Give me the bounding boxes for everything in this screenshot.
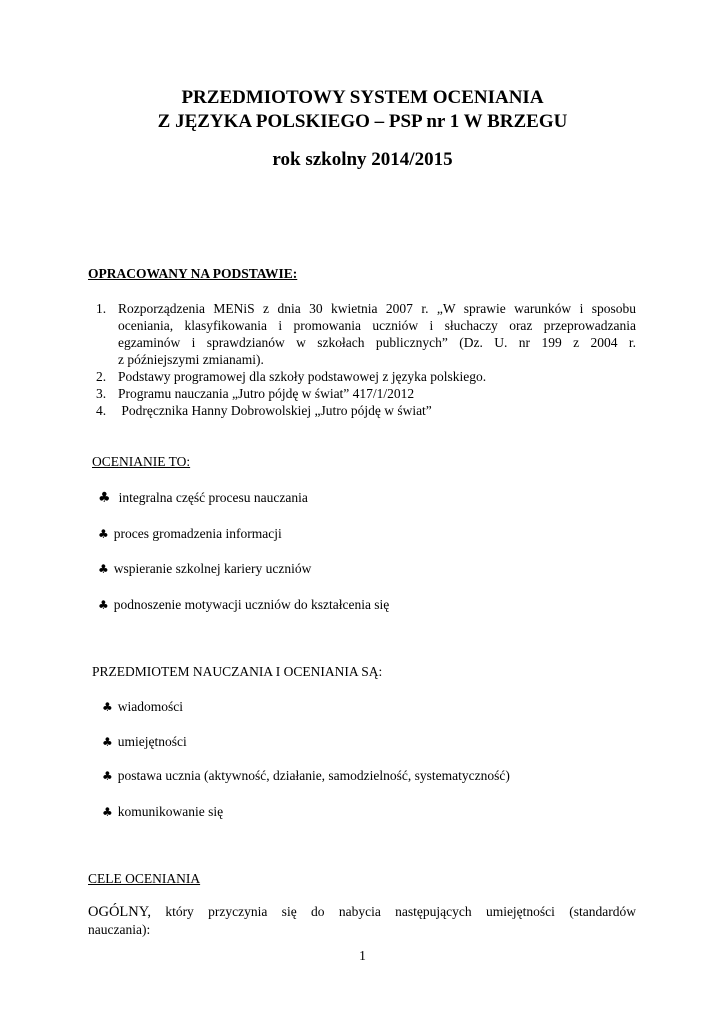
club-bullet-icon: ♣: [98, 527, 109, 541]
club-bullet-icon: ♣: [102, 805, 113, 819]
club-bullet-icon: ♣: [102, 735, 113, 749]
list-item: [96, 402, 636, 419]
assessment-bullet-item: [98, 490, 308, 506]
page-number: 1: [359, 948, 366, 963]
club-bullet-icon: ♣: [102, 700, 113, 714]
list-item-line: Programu nauczania „Jutro pójdę w świat” 417/1/2012: [118, 386, 415, 401]
bullet-text: wiadomości: [117, 699, 184, 714]
club-bullet-icon: ♣: [98, 598, 109, 612]
general-goal-text-line-2: nauczania):: [88, 922, 151, 937]
basis-heading: OPRACOWANY NA PODSTAWIE:: [88, 266, 298, 281]
list-item-line: Podstawy programowej dla szkoły podstawowej z języka polskiego.: [118, 369, 487, 384]
goals-heading: CELE OCENIANIA: [88, 871, 201, 886]
general-goal-paragraph: [88, 903, 636, 938]
document-title-line-2: Z JĘZYKA POLSKIEGO – PSP nr 1 W BRZEGU: [157, 111, 568, 132]
list-item-line: z późniejszymi zmianami).: [118, 352, 264, 367]
subject-bullet-item: [102, 699, 183, 715]
assessment-bullet-item: [98, 597, 389, 613]
basis-list: [96, 300, 636, 419]
general-goal-text: który przyczynia się do nabycia następujących umiejętności (standardów: [150, 904, 636, 919]
bullet-text: umiejętności: [117, 734, 187, 749]
bullet-text: podnoszenie motywacji uczniów do kształcenia się: [113, 597, 390, 612]
school-year: rok szkolny 2014/2015: [272, 149, 453, 170]
subject-bullet-item: [102, 804, 223, 820]
bullet-text: integralna część procesu nauczania: [118, 490, 308, 505]
list-item-number: 3.: [96, 386, 107, 401]
list-item: [96, 368, 636, 385]
list-item-line: oceniania, klasyfikowania i promowania uczniów i słuchaczy oraz przeprowadzania: [118, 318, 636, 333]
club-bullet-icon: ♣: [98, 562, 109, 576]
list-item-number: 1.: [96, 301, 107, 316]
bullet-text: proces gromadzenia informacji: [113, 526, 282, 541]
assessment-bullet-item: [98, 561, 311, 577]
bullet-text: komunikowanie się: [117, 804, 224, 819]
list-item: [96, 385, 636, 402]
bullet-text: wspieranie szkolnej kariery uczniów: [113, 561, 312, 576]
bullet-text: postawa ucznia (aktywność, działanie, samodzielność, systematyczność): [117, 768, 510, 783]
club-bullet-icon: ♣: [98, 490, 111, 506]
list-item-number: 4.: [96, 403, 107, 418]
document-title-line-1: PRZEDMIOTOWY SYSTEM OCENIANIA: [181, 87, 544, 108]
list-item-number: 2.: [96, 369, 107, 384]
list-item-line: Rozporządzenia MENiS z dnia 30 kwietnia 2007 r. „W sprawie warunków i sposobu: [118, 301, 636, 316]
general-goal-label: OGÓLNY,: [88, 904, 151, 920]
subject-bullet-item: [102, 768, 510, 784]
list-item-line: egzaminów i sprawdzianów w szkołach publicznych” (Dz. U. nr 199 z 2004 r.: [118, 335, 636, 350]
subject-heading: PRZEDMIOTEM NAUCZANIA I OCENIANIA SĄ:: [92, 664, 383, 679]
assessment-heading: OCENIANIE TO:: [92, 454, 191, 469]
list-item-line: Podręcznika Hanny Dobrowolskiej „Jutro pójdę w świat”: [118, 403, 432, 418]
assessment-bullet-item: [98, 526, 282, 542]
club-bullet-icon: ♣: [102, 769, 113, 783]
list-item: [96, 300, 636, 368]
subject-bullet-item: [102, 734, 187, 750]
